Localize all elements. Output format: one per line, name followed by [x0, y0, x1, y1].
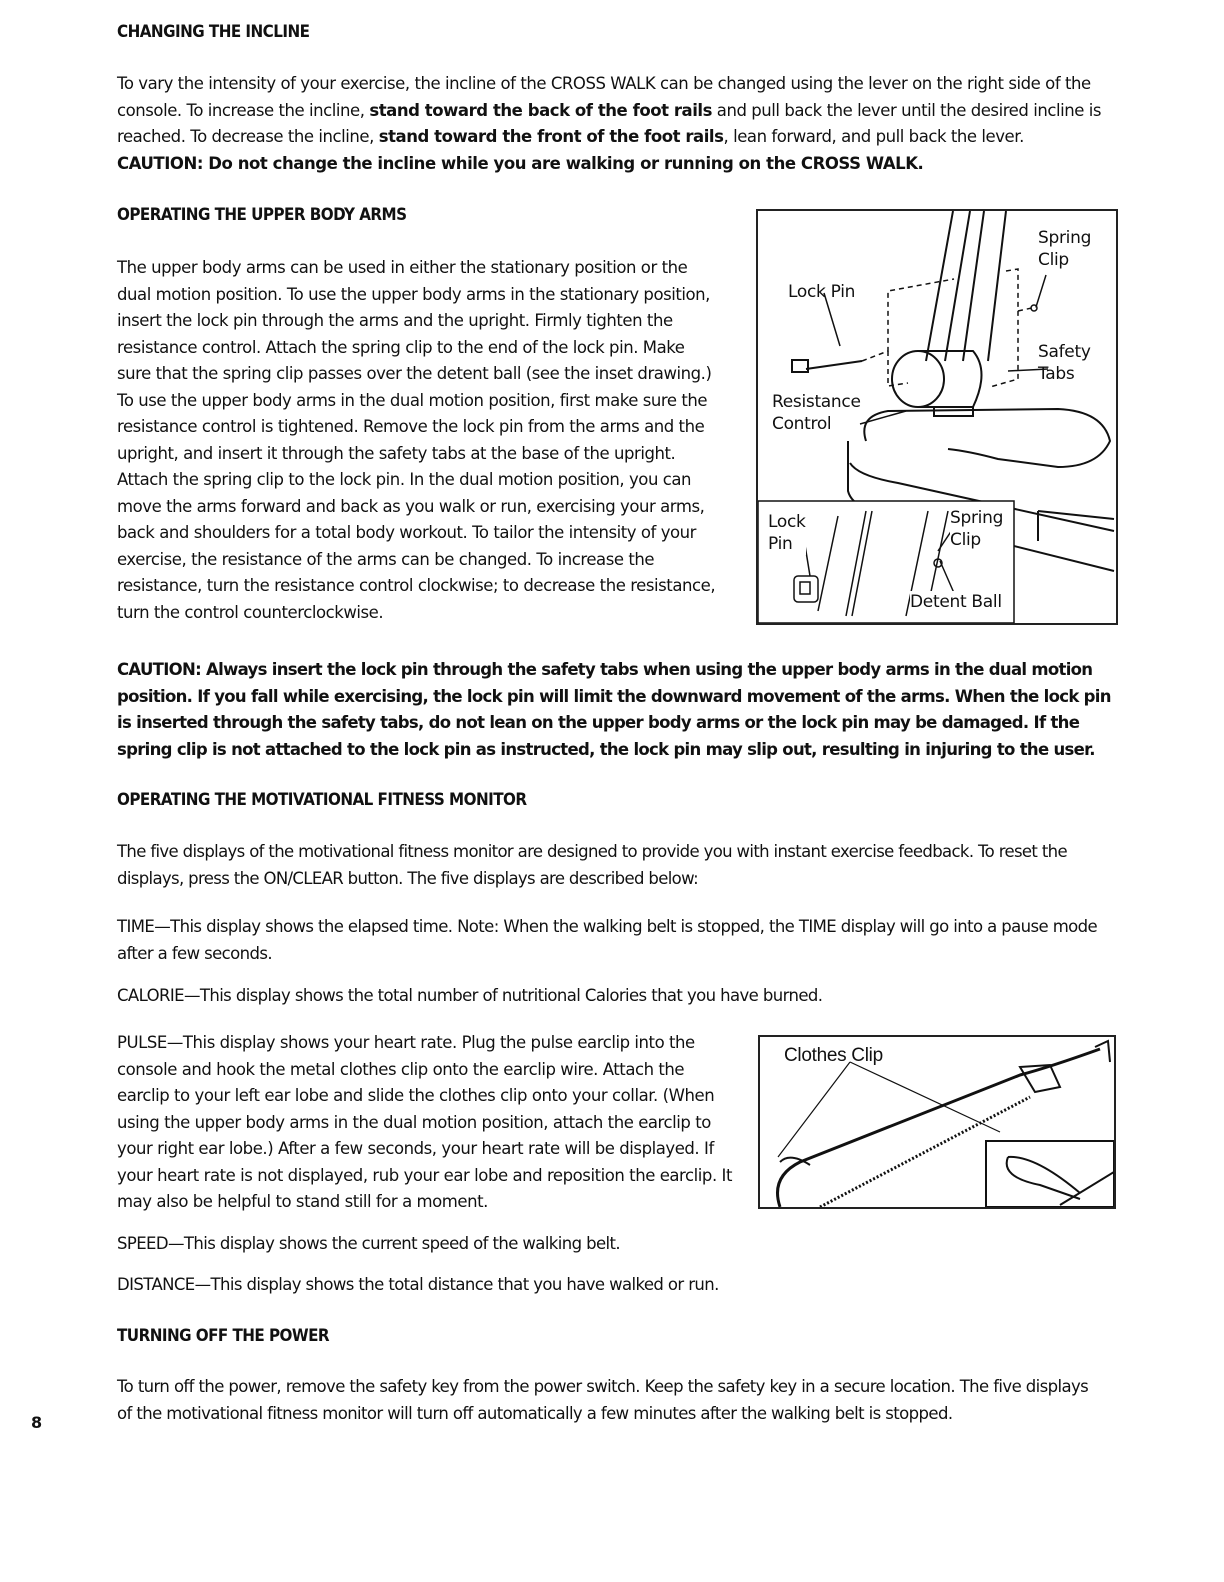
- power-paragraph: To turn off the power, remove the safety key from the power switch. Keep the safety key in a secure location. The five displays of the motivational fitness monitor will turn off automatically a few minutes after the walking belt is stopped.: [117, 1377, 1089, 1423]
- upper-body-paragraph: The upper body arms can be used in either the stationary position or the dual motion position. To use the upper body arms in the stationary position, insert the lock pin through the arms and the upright. Firmly tighten the resistance control. Attach the spring clip to the end of the lock pin. Make sure that the spring clip passes over the detent ball (see the inset drawing.) To use the upper body arms in the dual motion position, first make sure the resistance control is tightened. Remove the lock pin from the arms and the upright, and insert it through the safety tabs at the base of the upright. Attach the spring clip to the lock pin. In the dual motion position, you can move the arms forward and back as you walk or run, exercising your arms, back and shoulders for a total body workout. To tailor the intensity of your exercise, the resistance of the arms can be changed. To increase the resistance, turn the resistance control clockwise; to decrease the resistance, turn the control counterclockwise.: [117, 258, 716, 622]
- label-resistance-control: Resistance Control: [772, 392, 861, 434]
- incline-text: , lean forward, and pull back the lever.: [723, 127, 1024, 146]
- label-lock-pin: Lock Pin: [788, 282, 856, 302]
- label-clothes-clip: Clothes Clip: [784, 1045, 883, 1066]
- monitor-intro: The five displays of the motivational fitness monitor are designed to provide you with instant exercise feedback. To reset the displays, press the ON/CLEAR button. The five displays are described below:: [117, 842, 1067, 888]
- heading-turning-off-power: TURNING OFF THE POWER: [117, 1326, 330, 1345]
- monitor-distance: DISTANCE—This display shows the total distance that you have walked or run.: [117, 1275, 719, 1294]
- incline-bold-front: stand toward the front of the foot rails: [378, 127, 724, 146]
- monitor-speed: SPEED—This display shows the current speed of the walking belt.: [117, 1234, 621, 1253]
- incline-paragraph: [117, 71, 1107, 177]
- label-spring-clip: Spring Clip: [1038, 228, 1092, 270]
- inset-label-detent-ball: Detent Ball: [910, 592, 1002, 612]
- heading-fitness-monitor: OPERATING THE MOTIVATIONAL FITNESS MONITOR: [117, 790, 527, 809]
- figure-clothes-clip: [758, 1035, 1116, 1209]
- incline-bold-back: stand toward the back of the foot rails: [369, 100, 712, 120]
- monitor-time: TIME—This display shows the elapsed time. Note: When the walking belt is stopped, the TIME display will go into a pause mode after a few seconds.: [117, 917, 1098, 963]
- incline-caution: CAUTION: Do not change the incline while you are walking or running on the CROSS WALK.: [117, 153, 924, 173]
- label-safety-tabs: Safety Tabs: [1038, 342, 1091, 384]
- monitor-calorie: CALORIE—This display shows the total number of nutritional Calories that you have burned.: [117, 986, 823, 1005]
- monitor-pulse: PULSE—This display shows your heart rate. Plug the pulse earclip into the console and hook the metal clothes clip onto the earclip wire. Attach the earclip to your left ear lobe and slide the clothes clip onto your collar. (When using the upper body arms in the dual motion position, attach the earclip to your right ear lobe.) After a few seconds, your heart rate will be displayed. If your heart rate is not displayed, rub your ear lobe and reposition the earclip. It may also be helpful to stand still for a moment.: [117, 1033, 732, 1211]
- page-number: 8: [31, 1413, 43, 1432]
- figure-upper-body-arms: [756, 209, 1118, 625]
- inset-label-spring-clip: Spring Clip: [950, 508, 1004, 550]
- inset-label-lock-pin: Lock Pin: [768, 512, 806, 554]
- heading-changing-incline: CHANGING THE INCLINE: [117, 22, 310, 41]
- incline-text: To vary the intensity of your exercise, the incline of the CROSS WALK can be changed using the lever on the right side of the console. To increase the incline,: [117, 74, 1091, 120]
- heading-upper-body-arms: OPERATING THE UPPER BODY ARMS: [117, 205, 407, 224]
- upper-body-caution: CAUTION: Always insert the lock pin through the safety tabs when using the upper body arms in the dual motion position. If you fall while exercising, the lock pin will limit the downward movement of the arms. When the lock pin is inserted through the safety tabs, do not lean on the upper body arms or the lock pin may be damaged. If the spring clip is not attached to the lock pin as instructed, the lock pin may slip out, resulting in injuring to the user.: [117, 660, 1111, 759]
- incline-text: and pull back the lever until the desired incline is reached. To decrease the incline,: [117, 100, 1102, 146]
